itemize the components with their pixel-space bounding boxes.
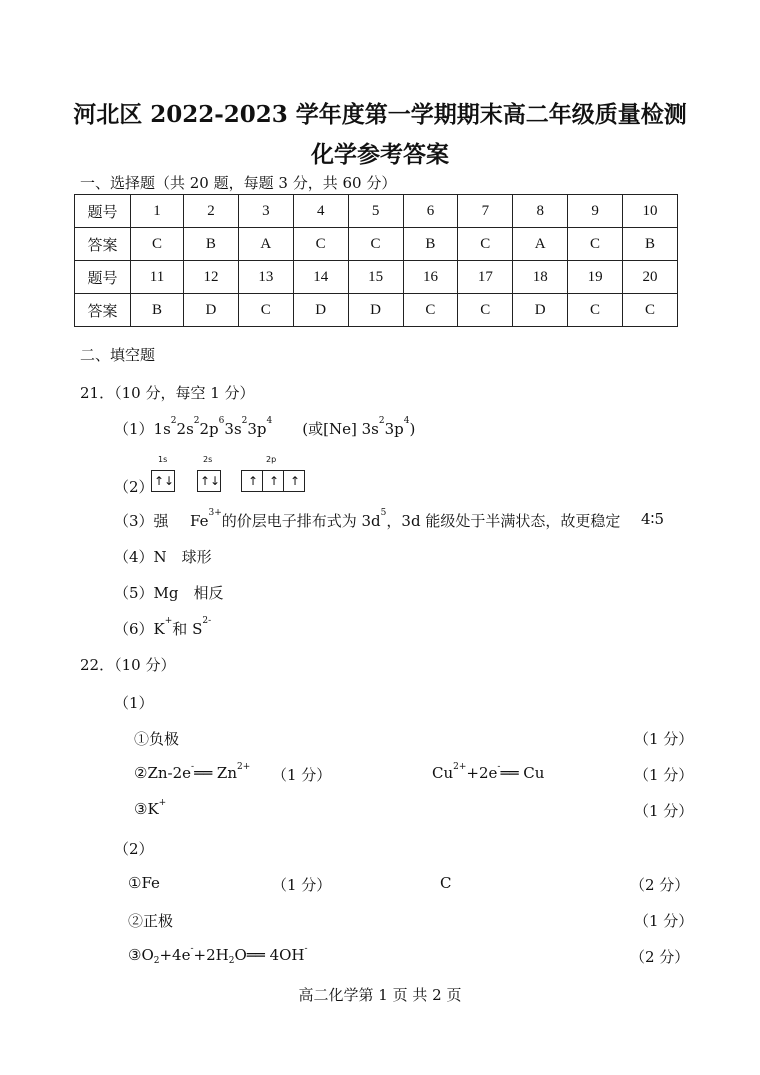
table-cell: 19 [568, 261, 623, 294]
table-cell: C [623, 294, 678, 327]
table-row [75, 261, 678, 294]
table-row [75, 228, 678, 261]
table-cell: 17 [458, 261, 513, 294]
table-cell: 6 [403, 195, 458, 228]
q21-heading: 21．（10 分，每空 1 分） [80, 384, 255, 402]
table-cell: 1 [131, 195, 184, 228]
q22-item3: ③K+ [134, 798, 167, 818]
table-cell: C [568, 228, 623, 261]
q21-part3 [114, 510, 169, 531]
q21-part3-reason: $Fe^{3+}$的价层电子排布式为 $3d^5$，3d 能级处于半满状态，故更稳定 [190, 508, 621, 530]
table-cell: 18 [513, 261, 568, 294]
eq-part: O══ 4OH [234, 946, 305, 964]
orbital-2p-label: 2p [266, 455, 277, 464]
table-cell: B [403, 228, 458, 261]
table-cell: B [184, 228, 239, 261]
table-cell: C [293, 228, 348, 261]
spin-pair-arrow-icon: ↑↓ [200, 474, 221, 488]
table-cell: 16 [403, 261, 458, 294]
table-cell: C [568, 294, 623, 327]
q22-part2-label: （2） [114, 840, 154, 858]
q22-item2-mid-score: （1 分） [272, 766, 332, 784]
document-title: 河北区 2022-2023 学年度第一学期期末高二年级质量检测 [73, 101, 687, 128]
table-cell: 12 [184, 261, 239, 294]
table-cell: C [458, 294, 513, 327]
table-cell: C [403, 294, 458, 327]
q21-part3-label: （3）强 [114, 512, 169, 530]
table-cell: 11 [131, 261, 184, 294]
q22-part2-item3-score: （2 分） [630, 948, 690, 966]
eq-part: +4e [159, 946, 191, 964]
q21-part2-label: （2） [114, 478, 154, 496]
table-cell: D [348, 294, 403, 327]
table-cell: 4 [293, 195, 348, 228]
q22-item1: ①负极 [134, 730, 180, 748]
table-cell: A [513, 228, 568, 261]
reason-text: 的价层电子排布式为 3d [221, 512, 381, 530]
eq-part: ③K [134, 800, 159, 818]
answer-table [74, 194, 678, 327]
q21-part4: （4）N 球形 [114, 548, 212, 566]
table-cell: 3 [238, 195, 293, 228]
spin-pair-arrow-icon: ↑↓ [154, 474, 175, 488]
eq-part: Cu [432, 764, 454, 782]
q22-part2-item1-c: C [440, 874, 452, 892]
eq-part: +2H [193, 946, 229, 964]
table-cell: 2 [184, 195, 239, 228]
k-ion: （6）K [114, 620, 165, 638]
section-fill-heading: 二、填空题 [80, 346, 156, 364]
table-row-label: 答案 [75, 294, 131, 327]
q22-item2-cathode: $Cu^{2+}+2e^-══$ Cu [432, 762, 545, 782]
table-cell: A [238, 228, 293, 261]
table-row-label: 题号 [75, 195, 131, 228]
section-choice-heading: 一、选择题（共 20 题，每题 3 分，共 60 分） [80, 174, 397, 192]
table-cell: C [238, 294, 293, 327]
spin-up-arrow-icon: ↑ [290, 474, 301, 488]
table-cell: D [184, 294, 239, 327]
table-cell: 5 [348, 195, 403, 228]
table-cell: 14 [293, 261, 348, 294]
orbital-2s-box [197, 470, 221, 492]
table-cell: C [458, 228, 513, 261]
q21-part1-label: （1） [114, 420, 154, 438]
q21-part3-ratio: 4∶5 [641, 510, 664, 528]
q21-part5: （5）Mg 相反 [114, 584, 224, 602]
q22-item2-score: （1 分） [634, 766, 694, 784]
q22-part2-item3: $③O_2+4e^-+2H_2O══$ 4OH- [128, 944, 308, 966]
table-row-label: 题号 [75, 261, 131, 294]
table-row-label: 答案 [75, 228, 131, 261]
eq-part: +2e [466, 764, 498, 782]
orbital-2s-label: 2s [203, 455, 213, 464]
s-ion: 和 S [172, 620, 203, 638]
q22-item1-score: （1 分） [634, 730, 694, 748]
spin-up-arrow-icon: ↑ [269, 474, 280, 488]
table-cell: D [513, 294, 568, 327]
table-cell: 10 [623, 195, 678, 228]
document-subtitle: 化学参考答案 [311, 141, 449, 168]
table-cell: B [623, 228, 678, 261]
q22-heading: 22．（10 分） [80, 656, 176, 674]
table-cell: D [293, 294, 348, 327]
orbital-1s-label: 1s [158, 455, 168, 464]
spin-up-arrow-icon: ↑ [248, 474, 259, 488]
q22-item2-anode: ②Zn-2e-══ $Zn^{2+}$ [134, 762, 251, 782]
table-cell: 13 [238, 261, 293, 294]
q21-part6: （6）K+和 $S^{2-}$ [114, 616, 212, 638]
eq-part: ③O [128, 946, 154, 964]
table-row [75, 294, 678, 327]
eq-part: ══ Zn [194, 764, 237, 782]
q21-part1: $(1)1s^22s^22p^63s^23p^4$ (或[Ne] $3s^23p^4$) [114, 416, 416, 438]
table-cell: 20 [623, 261, 678, 294]
eq-part: ══ Cu [500, 764, 545, 782]
q22-part2-item1-mid-score: （1 分） [272, 876, 332, 894]
fe-symbol: Fe [190, 512, 209, 530]
table-cell: 15 [348, 261, 403, 294]
orbital-1s-box [151, 470, 175, 492]
q22-part2-item1: ①Fe [128, 874, 160, 892]
q22-part2-item1-score: （2 分） [630, 876, 690, 894]
q22-item3-score: （1 分） [634, 802, 694, 820]
page-footer: 高二化学第 1 页 共 2 页 [298, 986, 462, 1004]
table-row [75, 195, 678, 228]
q22-part2-item2-score: （1 分） [634, 912, 694, 930]
table-cell: C [348, 228, 403, 261]
q22-part2-item2: ②正极 [128, 912, 174, 930]
table-cell: 8 [513, 195, 568, 228]
table-cell: B [131, 294, 184, 327]
q22-part1-label: （1） [114, 694, 154, 712]
orbital-2p-box [241, 470, 305, 492]
table-cell: 7 [458, 195, 513, 228]
eq-part: ②Zn-2e [134, 764, 192, 782]
reason-text-end: ，3d 能级处于半满状态，故更稳定 [386, 512, 621, 530]
table-cell: 9 [568, 195, 623, 228]
table-cell: C [131, 228, 184, 261]
